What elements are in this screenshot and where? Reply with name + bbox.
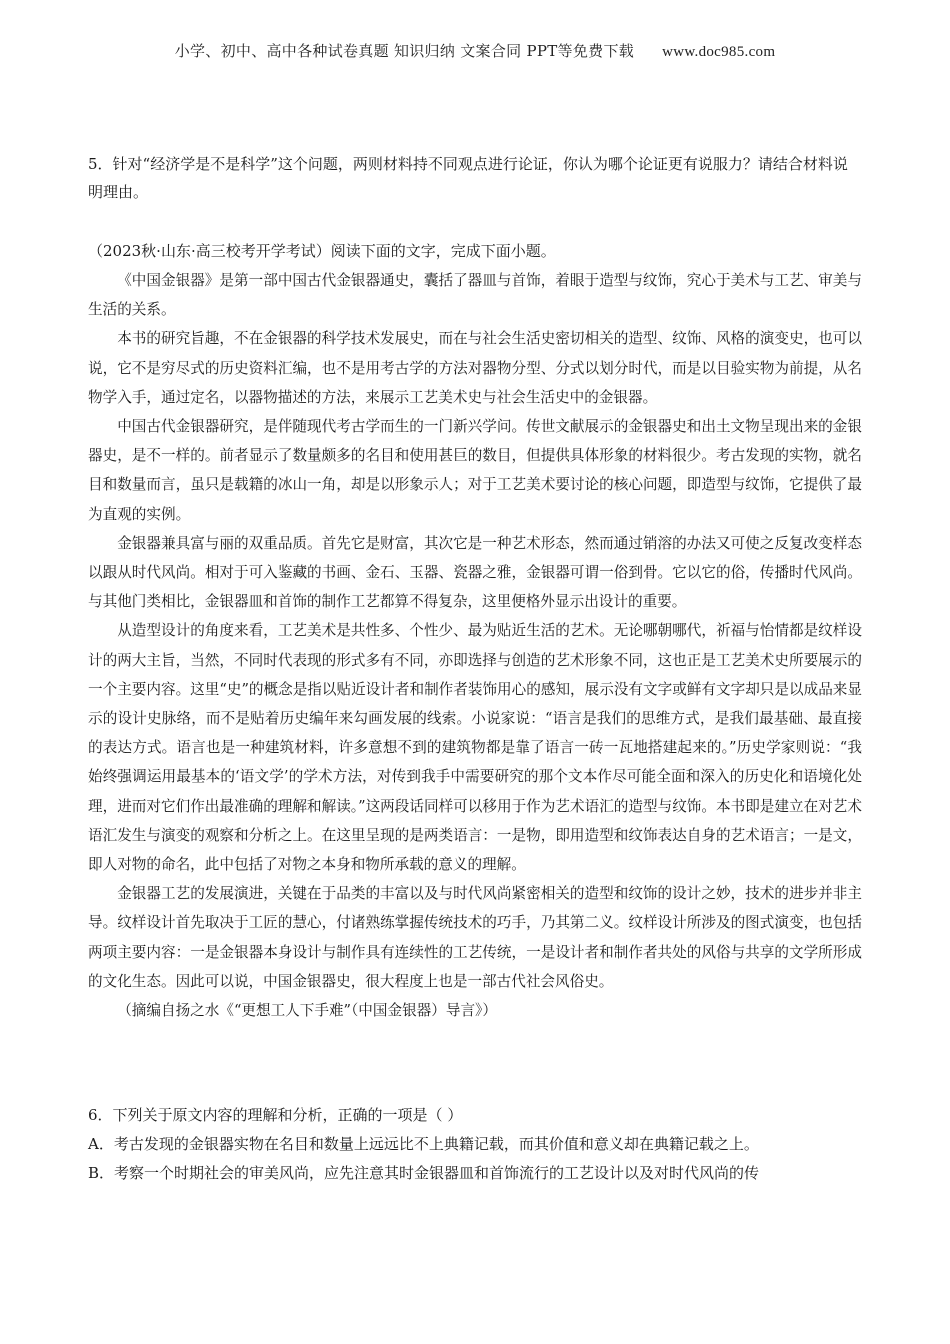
paragraph: 中国古代金银器研究，是伴随现代考古学而生的一门新兴学问。传世文献展示的金银器史和出土文物呈现出来的金银器史，是不一样的。前者显示了数量颇多的名目和使用甚巨的数目，但提供具体形象的材料很少。考古发现的实物，就名目和数量而言，虽只是载籍的冰山一角，却是以形象示人；对于工艺美术要讨论的核心问题，即造型与纹饰，它提供了最为直观的实例。 bbox=[88, 418, 862, 523]
question-6 bbox=[88, 1101, 862, 1188]
option-a: A．考古发现的金银器实物在名目和数量上远远比不上典籍记载，而其价值和意义却在典籍记载之上。 bbox=[88, 1135, 759, 1153]
header-text: 小学、初中、高中各种试卷真题 知识归纳 文案合同 PPT等免费下载 bbox=[174, 42, 635, 60]
question-6-stem: 6．下列关于原文内容的理解和分析，正确的一项是（ ） bbox=[88, 1106, 463, 1124]
paragraph: 金银器工艺的发展演进，关键在于品类的丰富以及与时代风尚紧密相关的造型和纹饰的设计之妙，技术的进步并非主导。纹样设计首先取决于工匠的慧心，付诸熟练掌握传统技术的巧手，乃其第二义。纹样设计所涉及的图式演变，也包括两项主要内容：一是金银器本身设计与制作具有连续性的工艺传统，一是设计者和制作者共处的风俗与共享的文学所形成的文化生态。因此可以说，中国金银器史，很大程度上也是一部古代社会风俗史。 bbox=[88, 885, 862, 990]
passage-source: （2023秋·山东·高三校考开学考试）阅读下面的文字，完成下面小题。 bbox=[88, 242, 556, 260]
question-5-text: 5．针对“经济学是不是科学”这个问题，两则材料持不同观点进行论证，你认为哪个论证更有说服力？请结合材料说明理由。 bbox=[88, 155, 848, 201]
paragraph: 金银器兼具富与丽的双重品质。首先它是财富，其次它是一种艺术形态，然而通过销溶的办法又可使之反复改变样态以跟从时代风尚。相对于可入鉴藏的书画、金石、玉器、瓷器之雅，金银器可谓一俗到骨。它以它的俗，传播时代风尚。与其他门类相比，金银器皿和首饰的制作工艺都算不得复杂，这里便格外显示出设计的重要。 bbox=[88, 534, 862, 611]
paragraph: 《中国金银器》是第一部中国古代金银器通史，囊括了器皿与首饰，着眼于造型与纹饰，究心于美术与工艺、审美与生活的关系。 bbox=[88, 272, 862, 319]
passage-citation: （摘编自扬之水《“更想工人下手难”（中国金银器）导言》） bbox=[117, 1002, 497, 1020]
paragraph: 本书的研究旨趣，不在金银器的科学技术发展史，而在与社会生活史密切相关的造型、纹饰、风格的演变史，也可以说，它不是穷尽式的历史资料汇编，也不是用考古学的方法对器物分型、分式以划分时代，而是以目验实物为前提，从名物学入手，通过定名，以器物描述的方法，来展示工艺美术史与社会生活史中的金银器。 bbox=[88, 330, 862, 406]
passage bbox=[88, 266, 862, 1025]
paragraph: 从造型设计的角度来看，工艺美术是共性多、个性少、最为贴近生活的艺术。无论哪朝哪代，祈福与怡情都是纹样设计的两大主旨，当然，不同时代表现的形式多有不同，亦即选择与创造的艺术形象不同，这也正是工艺美术史所要展示的一个主要内容。这里“史”的概念是指以贴近设计者和制作者装饰用心的感知，展示没有文字或鲜有文字却只是以成品来显示的设计史脉络，而不是贴着历史编年来勾画发展的线索。小说家说：“语言是我们的思维方式，是我们最基础、最直接的表达方式。语言也是一种建筑材料，许多意想不到的建筑物都是靠了语言一砖一瓦地搭建起来的。”历史学家则说：“我始终强调运用最基本的‘语文学’的学术方法，对传到我手中需要研究的那个文本作尽可能全面和深入的历史化和语境化处理，进而对它们作出最准确的理解和解读。”这两段话同样可以移用于作为艺术语汇的造型与纹饰。本书即是建立在对艺术语汇发生与演变的观察和分析之上。在这里呈现的是两类语言：一是物，即用造型和纹饰表达自身的艺术语言；一是文，即人对物的命名，此中包括了对物之本身和物所承载的意义的理解。 bbox=[88, 622, 862, 874]
question-5 bbox=[88, 150, 862, 206]
option-b: B．考察一个时期社会的审美风尚，应先注意其时金银器皿和首饰流行的工艺设计以及对时代风尚的传 bbox=[88, 1164, 760, 1182]
page-header bbox=[0, 40, 950, 61]
header-site-link[interactable]: www.doc985.com bbox=[662, 44, 776, 60]
